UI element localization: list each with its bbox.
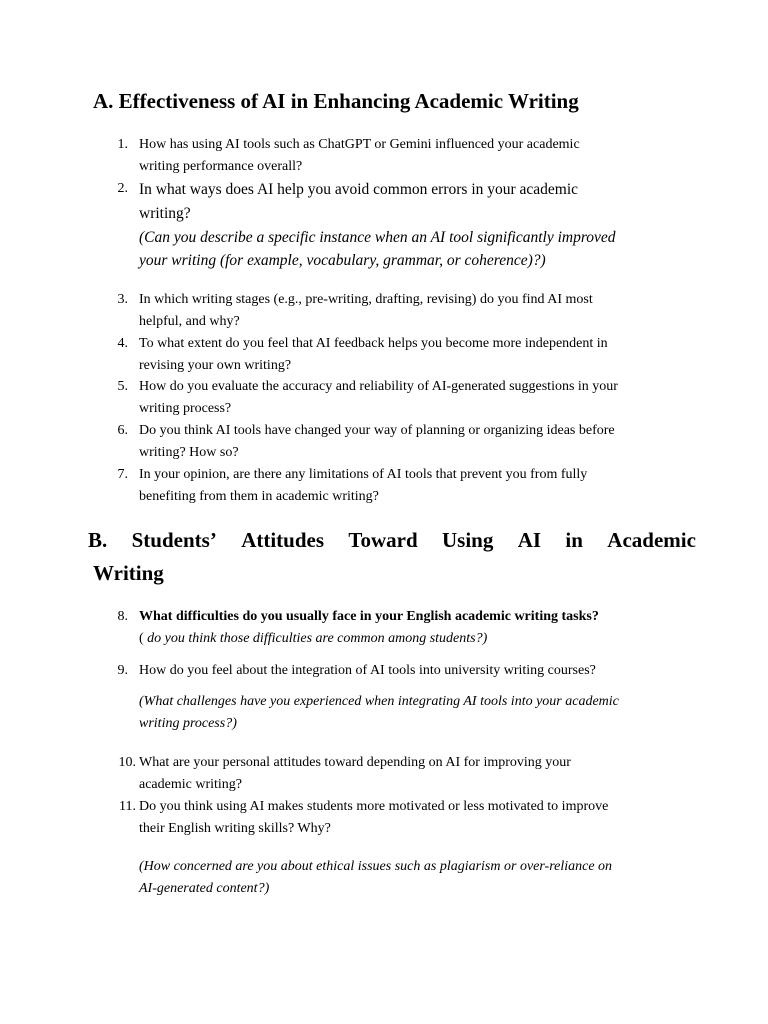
question-number: 10.	[118, 755, 136, 770]
question-number: 4.	[117, 336, 128, 351]
question-number: 7.	[117, 467, 128, 482]
question-text-line: writing?	[139, 205, 191, 222]
question-number: 9.	[117, 663, 128, 678]
question-text-line: academic writing?	[139, 777, 243, 792]
question-text-line: To what extent do you feel that AI feedback helps you become more independent in	[139, 336, 608, 351]
question-text-line: Do you think AI tools have changed your way of planning or organizing ideas before	[139, 423, 615, 438]
question-text-line: What difficulties do you usually face in your English academic writing tasks?	[139, 609, 599, 624]
section-b-title-word: in	[565, 528, 583, 552]
section-b-title-word: Academic	[607, 528, 696, 552]
question-number: 11.	[119, 799, 136, 814]
question-note-line: (Can you describe a specific instance when an AI tool significantly improved	[139, 229, 616, 246]
section-a-title: A. Effectiveness of AI in Enhancing Academic Writing	[93, 89, 579, 113]
question-text-line: their English writing skills? Why?	[139, 821, 331, 836]
question-text-line: Do you think using AI makes students more motivated or less motivated to improve	[139, 799, 609, 814]
question-number: 8.	[117, 609, 128, 624]
section-b-title-word: B.	[88, 528, 108, 552]
question-number: 1.	[117, 137, 128, 152]
question-text-line: writing process?	[139, 401, 232, 416]
question-note-line	[139, 628, 487, 650]
question-text-line: How has using AI tools such as ChatGPT or Gemini influenced your academic	[139, 137, 580, 152]
question-text-line: How do you evaluate the accuracy and reliability of AI-generated suggestions in your	[139, 379, 618, 394]
question-text-line: How do you feel about the integration of AI tools into university writing courses?	[139, 663, 596, 678]
section-b-title-word: Using	[442, 528, 494, 552]
section-b-title	[88, 527, 696, 553]
question-text-line: writing performance overall?	[139, 159, 303, 174]
question-number: 3.	[117, 292, 128, 307]
question-text-line: writing? How so?	[139, 445, 239, 460]
question-text-line: helpful, and why?	[139, 314, 240, 329]
section-b-title-line2: Writing	[93, 561, 164, 585]
section-b-title-word: Toward	[348, 528, 418, 552]
section-b-title-word: Students’	[131, 528, 217, 552]
question-text-line: In what ways does AI help you avoid common errors in your academic	[139, 181, 579, 198]
question-text-line: revising your own writing?	[139, 358, 292, 373]
question-number: 6.	[117, 423, 128, 438]
question-note-line: (How concerned are you about ethical issues such as plagiarism or over-reliance on	[139, 859, 613, 874]
question-note-line: writing process?)	[139, 716, 237, 731]
question-note-line: (What challenges have you experienced when integrating AI tools into your academic	[139, 694, 619, 709]
question-number: 2.	[117, 181, 128, 196]
note-open-paren: (	[139, 631, 144, 646]
question-text-line: benefiting from them in academic writing?	[139, 489, 379, 504]
section-b-title-word: AI	[517, 528, 542, 552]
question-number: 5.	[117, 379, 128, 394]
note-text: do you think those difficulties are common among students?)	[143, 631, 488, 646]
question-text-line: In which writing stages (e.g., pre-writing, drafting, revising) do you find AI most	[139, 292, 593, 307]
question-text-line: What are your personal attitudes toward depending on AI for improving your	[139, 755, 571, 770]
question-note-line: AI-generated content?)	[139, 881, 270, 896]
question-text-line: In your opinion, are there any limitations of AI tools that prevent you from fully	[139, 467, 588, 482]
section-b-title-word: Attitudes	[241, 528, 325, 552]
question-note-line: your writing (for example, vocabulary, grammar, or coherence)?)	[139, 252, 546, 269]
